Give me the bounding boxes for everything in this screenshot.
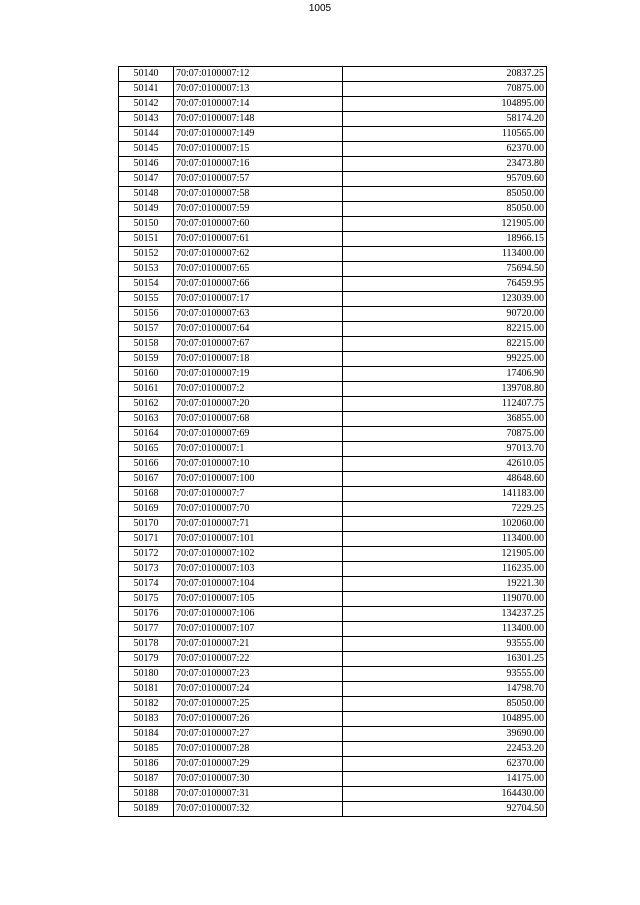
value-cell: 102060.00 (343, 517, 547, 532)
value-cell: 113400.00 (343, 622, 547, 637)
row-number-cell: 50185 (119, 742, 174, 757)
value-cell: 70875.00 (343, 427, 547, 442)
value-cell: 48648.60 (343, 472, 547, 487)
cadastral-number-cell: 70:07:0100007:26 (174, 712, 343, 727)
row-number-cell: 50169 (119, 502, 174, 517)
cadastral-number-cell: 70:07:0100007:25 (174, 697, 343, 712)
value-cell: 123039.00 (343, 292, 547, 307)
table-row (119, 157, 547, 172)
table-row (119, 427, 547, 442)
table-row (119, 367, 547, 382)
value-cell: 85050.00 (343, 697, 547, 712)
value-cell: 90720.00 (343, 307, 547, 322)
cadastral-number-cell: 70:07:0100007:101 (174, 532, 343, 547)
table-row (119, 727, 547, 742)
row-number-cell: 50166 (119, 457, 174, 472)
row-number-cell: 50151 (119, 232, 174, 247)
cadastral-number-cell: 70:07:0100007:71 (174, 517, 343, 532)
row-number-cell: 50183 (119, 712, 174, 727)
cadastral-number-cell: 70:07:0100007:19 (174, 367, 343, 382)
table-row (119, 247, 547, 262)
table-row (119, 802, 547, 817)
cadastral-number-cell: 70:07:0100007:107 (174, 622, 343, 637)
table-row (119, 442, 547, 457)
cadastral-number-cell: 70:07:0100007:28 (174, 742, 343, 757)
row-number-cell: 50148 (119, 187, 174, 202)
value-cell: 23473.80 (343, 157, 547, 172)
row-number-cell: 50164 (119, 427, 174, 442)
row-number-cell: 50180 (119, 667, 174, 682)
value-cell: 20837.25 (343, 67, 547, 82)
value-cell: 62370.00 (343, 757, 547, 772)
cadastral-number-cell: 70:07:0100007:102 (174, 547, 343, 562)
table-row (119, 517, 547, 532)
cadastral-number-cell: 70:07:0100007:12 (174, 67, 343, 82)
row-number-cell: 50145 (119, 142, 174, 157)
table-row (119, 172, 547, 187)
cadastral-number-cell: 70:07:0100007:100 (174, 472, 343, 487)
value-cell: 42610.05 (343, 457, 547, 472)
table-row (119, 262, 547, 277)
row-number-cell: 50142 (119, 97, 174, 112)
value-cell: 119070.00 (343, 592, 547, 607)
value-cell: 93555.00 (343, 667, 547, 682)
value-cell: 121905.00 (343, 217, 547, 232)
cadastral-number-cell: 70:07:0100007:62 (174, 247, 343, 262)
row-number-cell: 50170 (119, 517, 174, 532)
value-cell: 14175.00 (343, 772, 547, 787)
row-number-cell: 50159 (119, 352, 174, 367)
table-row (119, 292, 547, 307)
row-number-cell: 50158 (119, 337, 174, 352)
value-cell: 17406.90 (343, 367, 547, 382)
cadastral-number-cell: 70:07:0100007:1 (174, 442, 343, 457)
row-number-cell: 50140 (119, 67, 174, 82)
value-cell: 58174.20 (343, 112, 547, 127)
value-cell: 121905.00 (343, 547, 547, 562)
value-cell: 139708.80 (343, 382, 547, 397)
row-number-cell: 50176 (119, 607, 174, 622)
table-row (119, 667, 547, 682)
table-row (119, 217, 547, 232)
cadastral-number-cell: 70:07:0100007:64 (174, 322, 343, 337)
table-row (119, 457, 547, 472)
row-number-cell: 50188 (119, 787, 174, 802)
value-cell: 18966.15 (343, 232, 547, 247)
row-number-cell: 50165 (119, 442, 174, 457)
cadastral-number-cell: 70:07:0100007:57 (174, 172, 343, 187)
table-row (119, 487, 547, 502)
row-number-cell: 50150 (119, 217, 174, 232)
cadastral-number-cell: 70:07:0100007:32 (174, 802, 343, 817)
cadastral-number-cell: 70:07:0100007:29 (174, 757, 343, 772)
row-number-cell: 50143 (119, 112, 174, 127)
table-row (119, 232, 547, 247)
cadastral-number-cell: 70:07:0100007:66 (174, 277, 343, 292)
cadastral-number-cell: 70:07:0100007:27 (174, 727, 343, 742)
value-cell: 97013.70 (343, 442, 547, 457)
cadastral-number-cell: 70:07:0100007:23 (174, 667, 343, 682)
cadastral-number-cell: 70:07:0100007:59 (174, 202, 343, 217)
cadastral-number-cell: 70:07:0100007:16 (174, 157, 343, 172)
row-number-cell: 50162 (119, 397, 174, 412)
table-row (119, 652, 547, 667)
cadastral-number-cell: 70:07:0100007:14 (174, 97, 343, 112)
cadastral-number-cell: 70:07:0100007:106 (174, 607, 343, 622)
table-row (119, 592, 547, 607)
row-number-cell: 50160 (119, 367, 174, 382)
cadastral-number-cell: 70:07:0100007:2 (174, 382, 343, 397)
cadastral-number-cell: 70:07:0100007:67 (174, 337, 343, 352)
table-row (119, 142, 547, 157)
row-number-cell: 50156 (119, 307, 174, 322)
cadastral-number-cell: 70:07:0100007:149 (174, 127, 343, 142)
cadastral-number-cell: 70:07:0100007:24 (174, 682, 343, 697)
cadastral-number-cell: 70:07:0100007:10 (174, 457, 343, 472)
row-number-cell: 50179 (119, 652, 174, 667)
value-cell: 116235.00 (343, 562, 547, 577)
cadastral-number-cell: 70:07:0100007:20 (174, 397, 343, 412)
table-row (119, 412, 547, 427)
cadastral-number-cell: 70:07:0100007:13 (174, 82, 343, 97)
cadastral-number-cell: 70:07:0100007:7 (174, 487, 343, 502)
table-row (119, 202, 547, 217)
value-cell: 113400.00 (343, 247, 547, 262)
value-cell: 62370.00 (343, 142, 547, 157)
registry-table-body (119, 67, 547, 817)
row-number-cell: 50154 (119, 277, 174, 292)
row-number-cell: 50161 (119, 382, 174, 397)
table-row (119, 502, 547, 517)
value-cell: 104895.00 (343, 97, 547, 112)
value-cell: 93555.00 (343, 637, 547, 652)
cadastral-number-cell: 70:07:0100007:61 (174, 232, 343, 247)
table-row (119, 397, 547, 412)
value-cell: 99225.00 (343, 352, 547, 367)
cadastral-number-cell: 70:07:0100007:103 (174, 562, 343, 577)
value-cell: 134237.25 (343, 607, 547, 622)
value-cell: 141183.00 (343, 487, 547, 502)
table-row (119, 742, 547, 757)
cadastral-number-cell: 70:07:0100007:22 (174, 652, 343, 667)
row-number-cell: 50167 (119, 472, 174, 487)
row-number-cell: 50157 (119, 322, 174, 337)
cadastral-number-cell: 70:07:0100007:148 (174, 112, 343, 127)
cadastral-number-cell: 70:07:0100007:105 (174, 592, 343, 607)
row-number-cell: 50175 (119, 592, 174, 607)
table-row (119, 472, 547, 487)
row-number-cell: 50186 (119, 757, 174, 772)
cadastral-number-cell: 70:07:0100007:104 (174, 577, 343, 592)
table-row (119, 187, 547, 202)
row-number-cell: 50153 (119, 262, 174, 277)
value-cell: 82215.00 (343, 322, 547, 337)
cadastral-number-cell: 70:07:0100007:17 (174, 292, 343, 307)
cadastral-number-cell: 70:07:0100007:58 (174, 187, 343, 202)
table-row (119, 562, 547, 577)
row-number-cell: 50171 (119, 532, 174, 547)
row-number-cell: 50163 (119, 412, 174, 427)
table-row (119, 577, 547, 592)
table-row (119, 607, 547, 622)
registry-table (118, 66, 547, 817)
value-cell: 113400.00 (343, 532, 547, 547)
row-number-cell: 50152 (119, 247, 174, 262)
table-row (119, 82, 547, 97)
table-row (119, 67, 547, 82)
cadastral-number-cell: 70:07:0100007:60 (174, 217, 343, 232)
value-cell: 22453.20 (343, 742, 547, 757)
table-row (119, 787, 547, 802)
value-cell: 39690.00 (343, 727, 547, 742)
table-row (119, 112, 547, 127)
table-row (119, 127, 547, 142)
cadastral-number-cell: 70:07:0100007:21 (174, 637, 343, 652)
row-number-cell: 50147 (119, 172, 174, 187)
table-row (119, 307, 547, 322)
value-cell: 164430.00 (343, 787, 547, 802)
row-number-cell: 50174 (119, 577, 174, 592)
value-cell: 7229.25 (343, 502, 547, 517)
row-number-cell: 50189 (119, 802, 174, 817)
row-number-cell: 50178 (119, 637, 174, 652)
value-cell: 70875.00 (343, 82, 547, 97)
table-row (119, 772, 547, 787)
value-cell: 19221.30 (343, 577, 547, 592)
table-row (119, 382, 547, 397)
row-number-cell: 50144 (119, 127, 174, 142)
row-number-cell: 50181 (119, 682, 174, 697)
value-cell: 95709.60 (343, 172, 547, 187)
table-row (119, 322, 547, 337)
table-row (119, 697, 547, 712)
value-cell: 85050.00 (343, 187, 547, 202)
table-row (119, 637, 547, 652)
table-row (119, 682, 547, 697)
table-row (119, 277, 547, 292)
value-cell: 104895.00 (343, 712, 547, 727)
value-cell: 75694.50 (343, 262, 547, 277)
table-row (119, 337, 547, 352)
table-row (119, 532, 547, 547)
row-number-cell: 50172 (119, 547, 174, 562)
cadastral-number-cell: 70:07:0100007:18 (174, 352, 343, 367)
value-cell: 14798.70 (343, 682, 547, 697)
table-row (119, 622, 547, 637)
page-number: 1005 (308, 3, 332, 14)
row-number-cell: 50173 (119, 562, 174, 577)
cadastral-number-cell: 70:07:0100007:15 (174, 142, 343, 157)
value-cell: 85050.00 (343, 202, 547, 217)
row-number-cell: 50149 (119, 202, 174, 217)
table-row (119, 352, 547, 367)
cadastral-number-cell: 70:07:0100007:30 (174, 772, 343, 787)
table-row (119, 757, 547, 772)
cadastral-number-cell: 70:07:0100007:70 (174, 502, 343, 517)
value-cell: 76459.95 (343, 277, 547, 292)
cadastral-number-cell: 70:07:0100007:63 (174, 307, 343, 322)
row-number-cell: 50187 (119, 772, 174, 787)
value-cell: 112407.75 (343, 397, 547, 412)
cadastral-number-cell: 70:07:0100007:69 (174, 427, 343, 442)
table-row (119, 97, 547, 112)
value-cell: 110565.00 (343, 127, 547, 142)
cadastral-number-cell: 70:07:0100007:68 (174, 412, 343, 427)
cadastral-number-cell: 70:07:0100007:65 (174, 262, 343, 277)
row-number-cell: 50184 (119, 727, 174, 742)
row-number-cell: 50168 (119, 487, 174, 502)
value-cell: 36855.00 (343, 412, 547, 427)
table-row (119, 547, 547, 562)
cadastral-number-cell: 70:07:0100007:31 (174, 787, 343, 802)
row-number-cell: 50155 (119, 292, 174, 307)
row-number-cell: 50182 (119, 697, 174, 712)
row-number-cell: 50177 (119, 622, 174, 637)
value-cell: 82215.00 (343, 337, 547, 352)
row-number-cell: 50146 (119, 157, 174, 172)
value-cell: 92704.50 (343, 802, 547, 817)
row-number-cell: 50141 (119, 82, 174, 97)
value-cell: 16301.25 (343, 652, 547, 667)
table-row (119, 712, 547, 727)
